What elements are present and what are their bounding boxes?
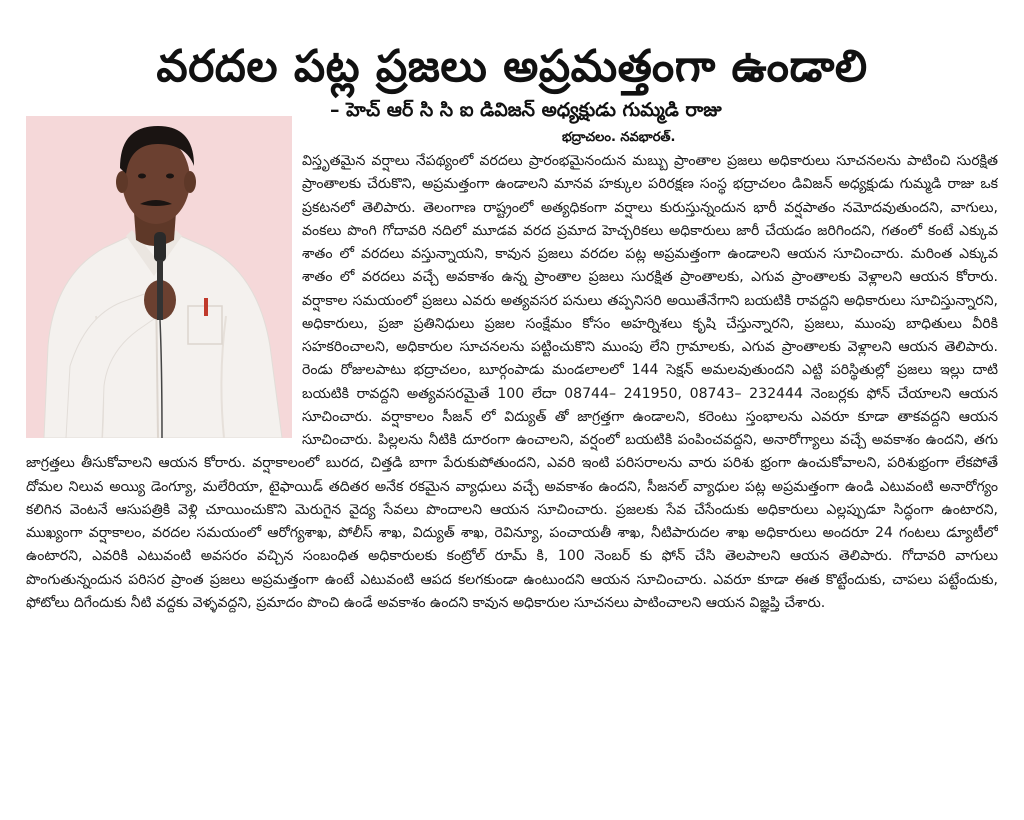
headline: వరదల పట్ల ప్రజలు అప్రమత్తంగా ఉండాలి	[156, 41, 868, 93]
article-body-text: విస్తృతమైన వర్షాలు నేపథ్యంలో వరదలు ప్రారంభమైనందున మబ్బు ప్రాంతాల ప్రజలు అధికారులు సూచనలను పాటించి సురక్షిత ప్రాంతాలకు చేరుకొని, అప్రమత్తంగా ఉండాలని మానవ హక్కుల పరిరక్షణ సంస్థ భద్రాచలం డివిజన్ అధ్యక్షుడు గుమ్మడి రాజు ఒక ప్రకటనలో తెలిపారు. తెలంగాణ రాష్ట్రంలో అత్యధికంగా వర్షాలు కురుస్తున్నందున భారీ వర్షపాతం నమోదవుతుందని, వాగులు, వంకలు పొంగి గోదావరి నదిలో మూడవ వరద ప్రమాద హెచ్చరికలు అధికారులు జారీ చేయడం జరిగిందని, గతంలో కంటే ఎక్కువ శాతం లో వరదలు వస్తున్నాయని, కావున ప్రజలు వరదల పట్ల అప్రమత్తంగా ఉండాలని ఆయన సూచించారు. మరింత ఎక్కువ శాతం లో వరదలు వచ్చే అవకాశం ఉన్న ప్రాంతాల ప్రజలు సురక్షిత ప్రాంతాలకు, ఎగువ ప్రాంతాలకు వెళ్లాలని ఆయన కోరారు. వర్షాకాల సమయంలో ప్రజలు ఎవరు అత్యవసర పనులు తప్పనిసరి అయితేనేగాని బయటికి రావద్దని అధికారులు సూచిస్తున్నారని, అధికారులు, ప్రజా ప్రతినిధులు ప్రజల సంక్షేమం కోసం అహర్నిశలు కృషి చేస్తున్నారని, ప్రజలు, ముంపు బాధితులు వీరికి సహకరించాలని, అధికారుల సూచనలను పట్టించుకొని ముంపు లేని గ్రామాలకు, ఎగువ ప్రాంతాలకు వెళ్లాలని ఆయన తెలిపారు. రెండు రోజులపాటు భద్రాచలం, బూర్గంపాడు మండలాలలో 144 సెక్షన్ అమలవుతుందని ఎట్టి పరిస్థితుల్లో ప్రజలు ఇల్లు దాటి బయటికి రావద్దని అత్యవసరమైతే 100 లేదా 08744– 241950, 08743– 232444 నెంబర్లకు ఫోన్ చేయాలని ఆయన సూచించారు. వర్షాకాలం సీజన్ లో విద్యుత్ తో జాగ్రత్తగా ఉండాలని, కరెంటు స్తంభాలను ఎవరూ కూడా తాకవద్దని ఆయన సూచించారు. పిల్లలను నీటికి దూరంగా ఉంచాలని, వర్షంలో బయటికి పంపించవద్దని, అనారోగ్యాలు వచ్చే అవకాశం ఉందని, తగు జాగ్రత్తలు తీసుకోవాలని ఆయన కోరారు. వర్షాకాలంలో బురద, చిత్తడి బాగా పేరుకుపోతుందని, ఎవరి ఇంటి పరిసరాలను వారు పరిశు భ్రంగా ఉంచుకోవాలని, పరిశుభ్రంగా లేకపోతే దోమల నిలువ అయ్యి డెంగ్యూ, మలేరియా, టైఫాయిడ్ తదితర అనేక రకమైన వ్యాధులు వచ్చే అవకాశం ఉందని, సీజనల్ వ్యాధుల పట్ల అప్రమత్తంగా ఉండి ఎటువంటి అనారోగ్యం కలిగిన వెంటనే ఆసుపత్రికి వెళ్లి చూయించుకొని మెరుగైన వైద్య సేవలు పొందాలని ఆయన సూచించారు. ప్రజలకు సేవ చేసేందుకు అధికారులు ఎల్లప్పుడూ సిద్ధంగా ఉంటారని, ముఖ్యంగా వర్షాకాలం, వరదల సమయంలో ఆరోగ్యశాఖ, పోలీస్ శాఖ, విద్యుత్ శాఖ, రెవిన్యూ, పంచాయతీ శాఖ, నీటిపారుదల శాఖ అధికారులు అందరూ 24 గంటలు డ్యూటీలో ఉంటారని, ఎవరికి ఎటువంటి అవసరం వచ్చిన సంబంధిత అధికారులకు కంట్రోల్ రూమ్ కి, 100 నెంబర్ కు ఫోన్ చేసి తెలపాలని ఆయన తెలిపారు. గోదావరి వాగులు పొంగుతున్నందున పరిసర ప్రాంత ప్రజలు అప్రమత్తంగా ఉంటే ఎటువంటి ఆపద కలగకుండా ఉంటుందని ఆయన సూచించారు. ఎవరూ కూడా ఈత కొట్టేందుకు, చాపలు పట్టేందుకు, ఫోటోలు దిగేందుకు నీటి వద్దకు వెళ్ళవద్దని, ప్రమాదం పొంచి ఉండే అవకాశం ఉందని కావున అధికారుల సూచనలు పాటించాలని ఆయన విజ్ఞప్తి చేశారు.	[26, 153, 998, 611]
article-body	[26, 150, 998, 816]
photo-wrap-space	[26, 150, 302, 448]
byline: – హెచ్ ఆర్ సి సి ఐ డివిజన్ అధ్యక్షుడు గుమ్మడి రాజు	[330, 99, 722, 121]
dateline: భద్రాచలం. నవభారత్.	[562, 130, 676, 145]
